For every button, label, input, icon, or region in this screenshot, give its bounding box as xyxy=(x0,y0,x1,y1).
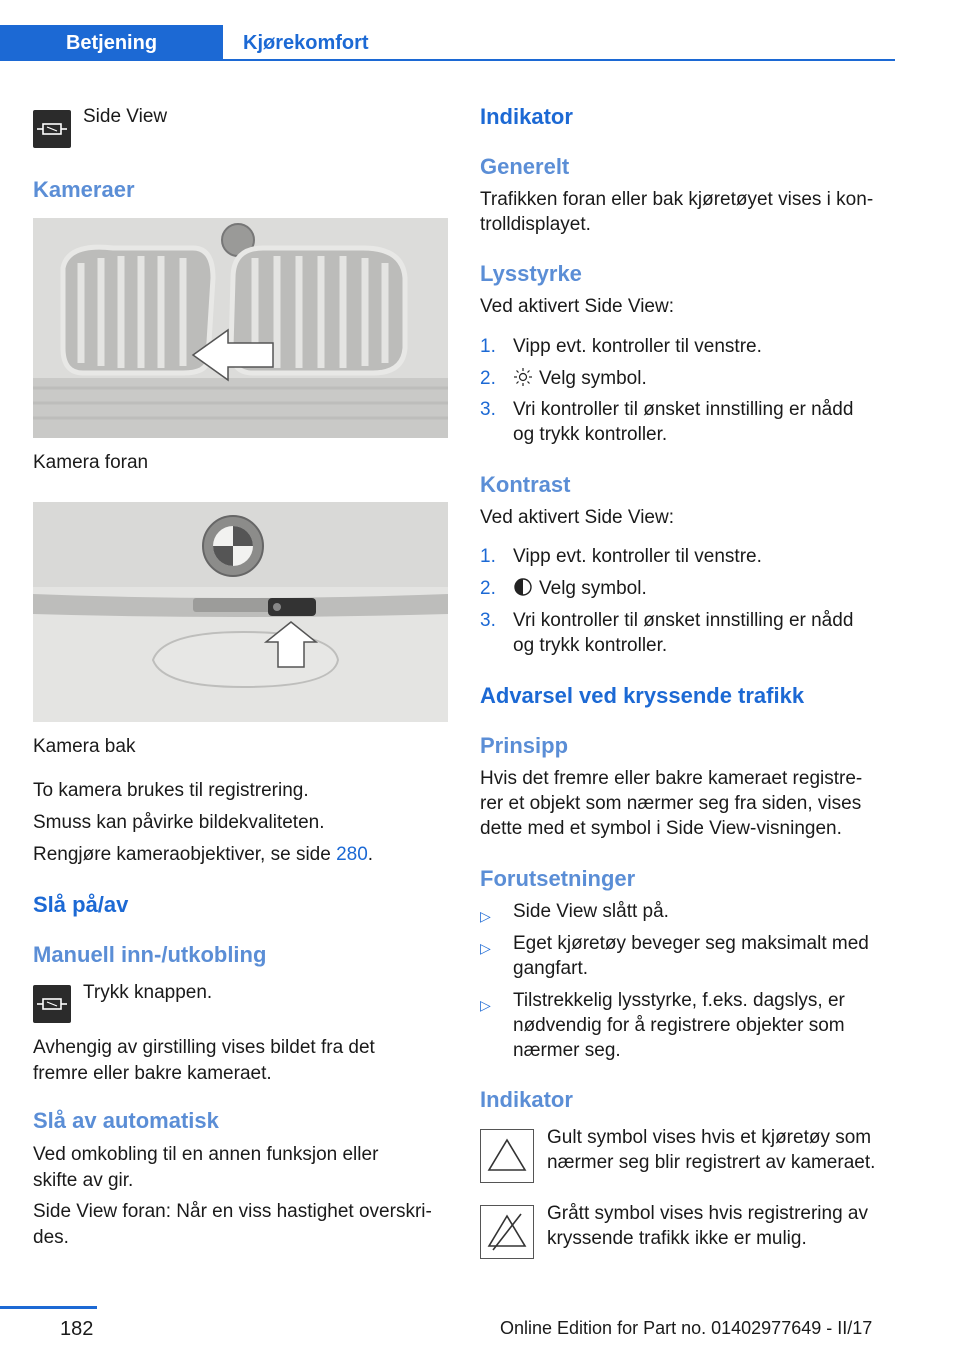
caption-rear-camera: Kamera bak xyxy=(33,736,136,757)
text-grey-symbol-b: kryssende trafikk ikke er mulig. xyxy=(547,1228,807,1249)
brightness-sun-icon xyxy=(513,367,533,387)
chapter-tabs xyxy=(0,0,895,62)
heading-kontrast: Kontrast xyxy=(480,472,571,497)
bullet-text: Tilstrekkelig lysstyrke, f.eks. dagslys, er xyxy=(513,990,845,1011)
text-gear-dependent-b: fremre eller bakre kameraet. xyxy=(33,1063,272,1084)
heading-sla-pa-av: Slå på/av xyxy=(33,892,129,917)
heading-prinsipp: Prinsipp xyxy=(480,733,569,758)
text-two-cameras: To kamera brukes til registrering. xyxy=(33,780,309,801)
bullet-triangle-icon: ▷ xyxy=(480,997,491,1013)
heading-advarsel: Advarsel ved kryssende trafikk xyxy=(480,683,805,708)
warning-triangle-crossed-icon xyxy=(480,1205,534,1259)
edition-note: Online Edition for Part no. 01402977649 - II/17 xyxy=(500,1318,873,1338)
front-camera-photo xyxy=(33,218,448,438)
heading-kameraer: Kameraer xyxy=(33,177,135,202)
text-brightness-intro: Ved aktivert Side View: xyxy=(480,296,674,317)
step-text: Vipp evt. kontroller til venstre. xyxy=(513,546,762,567)
caption-front-camera: Kamera foran xyxy=(33,452,149,473)
tab-betjening[interactable]: Betjening xyxy=(0,25,223,61)
text-principle-b: rer et objekt som nærmer seg fra siden, vises xyxy=(480,793,862,814)
rear-camera-photo xyxy=(33,502,448,722)
step-text: Vipp evt. kontroller til venstre. xyxy=(513,336,762,357)
bullet-triangle-icon: ▷ xyxy=(480,908,491,924)
text-yellow-symbol-b: nærmer seg blir registrert av kameraet. xyxy=(547,1152,876,1173)
text-speed-b: des. xyxy=(33,1227,69,1248)
contrast-icon xyxy=(513,577,533,597)
heading-manuell: Manuell inn-/utkobling xyxy=(33,942,267,967)
text-principle-a: Hvis det fremre eller bakre kameraet registre- xyxy=(480,768,863,789)
text-grey-symbol-a: Grått symbol vises hvis registrering av xyxy=(547,1203,868,1224)
step-text-cont: og trykk kontroller. xyxy=(513,635,668,656)
step-row xyxy=(513,366,893,392)
heading-lysstyrke: Lysstyrke xyxy=(480,261,582,286)
text-principle-c: dette med et symbol i Side View-visningen. xyxy=(480,818,842,839)
text-yellow-symbol-a: Gult symbol vises hvis et kjøretøy som xyxy=(547,1127,872,1148)
page-number: 182 xyxy=(60,1318,94,1340)
step-text: Vri kontroller til ønsket innstilling er nådd xyxy=(513,399,854,420)
text-gear-dependent-a: Avhengig av girstilling vises bildet fra det xyxy=(33,1037,375,1058)
heading-forutsetninger: Forutsetninger xyxy=(480,866,636,891)
step-number: 1. xyxy=(480,546,496,567)
text-clean-lenses-pre: Rengjøre kameraobjektiver, se side xyxy=(33,844,337,865)
bullet-text-cont: gangfart. xyxy=(513,958,588,979)
page-link-280[interactable]: 280 xyxy=(336,844,368,865)
step-text: Velg symbol. xyxy=(539,578,647,599)
bullet-text: Side View slått på. xyxy=(513,901,669,922)
heading-auto-off: Slå av automatisk xyxy=(33,1108,219,1133)
warning-triangle-icon xyxy=(480,1129,534,1183)
tab-kjorekomfort-label: Kjørekomfort xyxy=(243,32,369,54)
bullet-triangle-icon: ▷ xyxy=(480,940,491,956)
step-row xyxy=(513,576,893,602)
bullet-text-cont: nødvendig for å registrere objekter som xyxy=(513,1015,845,1036)
text-switch-function-b: skifte av gir. xyxy=(33,1170,134,1191)
heading-generelt: Generelt xyxy=(480,154,570,179)
heading-indikator-2: Indikator xyxy=(480,1087,573,1112)
text-speed-a: Side View foran: Når en viss hastighet overskri- xyxy=(33,1201,432,1222)
text-contrast-intro: Ved aktivert Side View: xyxy=(480,507,674,528)
text-press-button: Trykk knappen. xyxy=(83,982,213,1003)
bullet-text: Eget kjøretøy beveger seg maksimalt med xyxy=(513,933,869,954)
tab-kjorekomfort[interactable] xyxy=(223,25,895,61)
side-view-button-icon xyxy=(33,110,71,148)
side-view-button-icon-2 xyxy=(33,985,71,1023)
step-number: 3. xyxy=(480,610,496,631)
step-text: Vri kontroller til ønsket innstilling er nådd xyxy=(513,610,854,631)
side-view-label: Side View xyxy=(83,106,168,127)
step-number: 1. xyxy=(480,336,496,357)
step-number: 2. xyxy=(480,578,496,599)
step-text: Velg symbol. xyxy=(539,368,647,389)
step-text-cont: og trykk kontroller. xyxy=(513,424,668,445)
footer-rule xyxy=(0,1306,97,1309)
step-number: 3. xyxy=(480,399,496,420)
text-dirt-quality: Smuss kan påvirke bildekvaliteten. xyxy=(33,812,325,833)
text-general-b: trolldisplayet. xyxy=(480,214,591,235)
heading-indikator: Indikator xyxy=(480,104,573,129)
bullet-text-cont2: nærmer seg. xyxy=(513,1040,621,1061)
text-clean-lenses-post: . xyxy=(367,844,374,865)
step-number: 2. xyxy=(480,368,496,389)
text-general-a: Trafikken foran eller bak kjøretøyet vises i kon- xyxy=(480,189,874,210)
text-switch-function-a: Ved omkobling til en annen funksjon eller xyxy=(33,1144,379,1165)
text-clean-lenses xyxy=(33,842,373,868)
